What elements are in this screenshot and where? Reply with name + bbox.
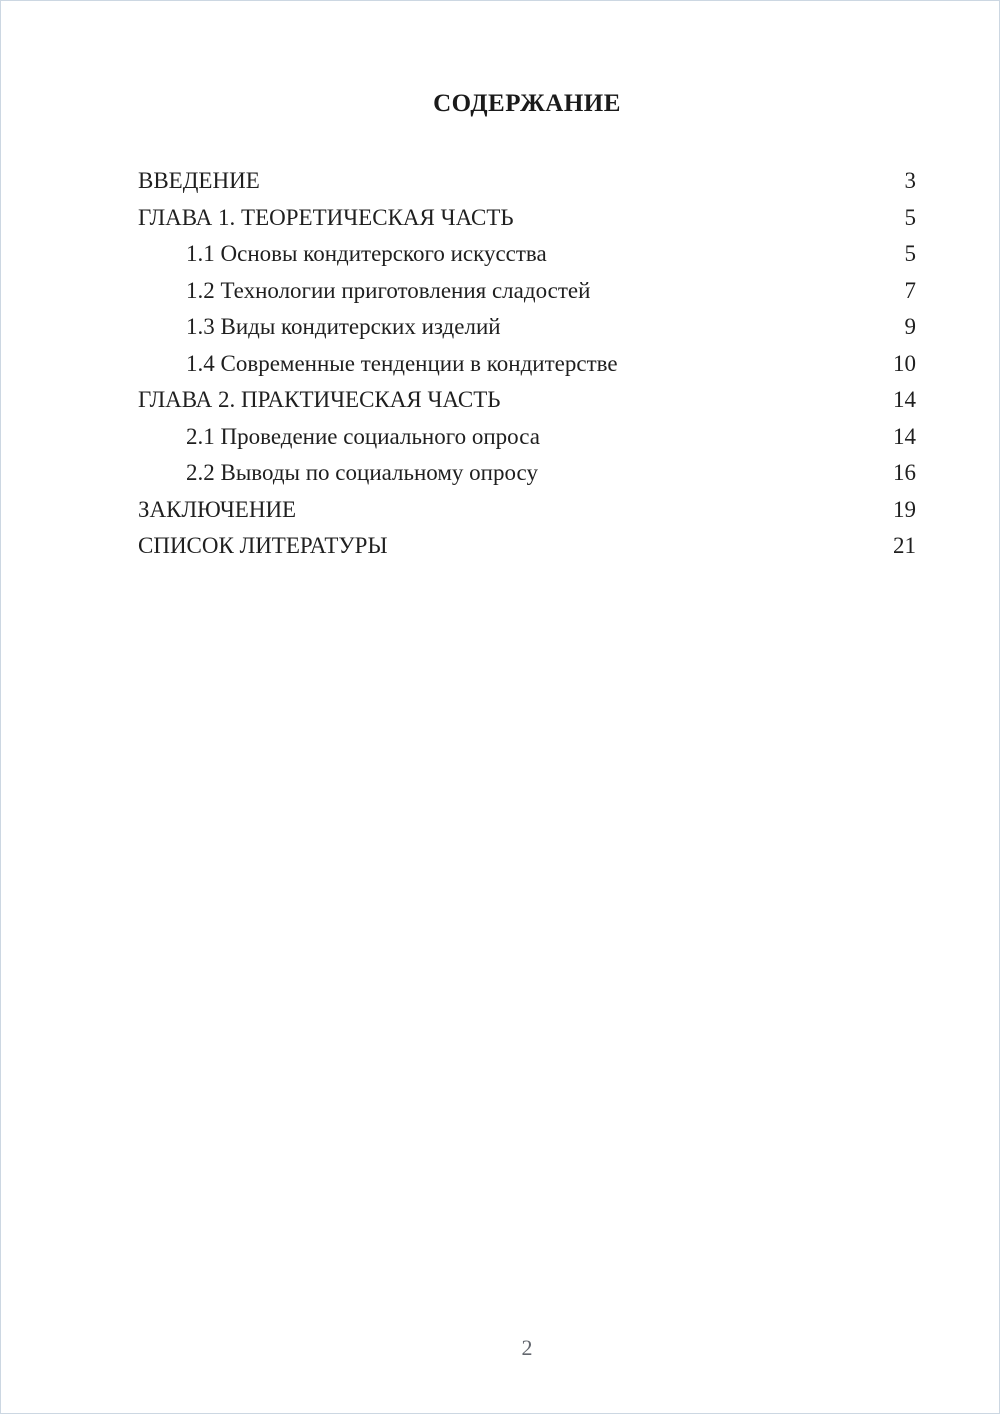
toc-entry-label: СПИСОК ЛИТЕРАТУРЫ xyxy=(138,533,388,558)
toc-entry xyxy=(138,382,916,419)
toc-entry xyxy=(138,163,916,200)
footer-page-number: 2 xyxy=(521,1335,533,1360)
toc-entry-page-number: 5 xyxy=(904,204,916,230)
toc-entry-page-number: 21 xyxy=(893,533,916,558)
toc-entry-page-number: 3 xyxy=(904,168,916,193)
toc-entry-page-number: 5 xyxy=(904,241,916,266)
toc-entry-page-number: 14 xyxy=(893,387,916,412)
toc-entry xyxy=(138,492,916,529)
toc-entry-page-number: 19 xyxy=(893,496,916,522)
toc-entry-page-number: 10 xyxy=(893,350,916,376)
toc-entry-page-number: 14 xyxy=(893,423,916,449)
toc-entry xyxy=(138,455,916,492)
toc-entry xyxy=(138,346,916,383)
toc-entry-label: 1.3 Виды кондитерских изделий xyxy=(186,314,501,339)
page-title: СОДЕРЖАНИЕ xyxy=(433,90,621,117)
toc-entry-label: ГЛАВА 2. ПРАКТИЧЕСКАЯ ЧАСТЬ xyxy=(138,387,501,412)
page-content xyxy=(1,89,999,565)
toc-entry xyxy=(138,273,916,310)
toc-entry-page-number: 16 xyxy=(893,460,916,485)
toc-entry-label: 2.2 Выводы по социальному опросу xyxy=(186,460,538,485)
toc-entry-label: 1.2 Технологии приготовления сладостей xyxy=(186,277,591,303)
toc-entry-label: ЗАКЛЮЧЕНИЕ xyxy=(138,496,297,522)
toc-entry xyxy=(138,236,916,273)
table-of-contents xyxy=(138,163,916,565)
toc-entry xyxy=(138,528,916,565)
toc-entry xyxy=(138,200,916,237)
toc-entry xyxy=(138,309,916,346)
toc-entry xyxy=(138,419,916,456)
toc-entry-label: 1.4 Современные тенденции в кондитерстве xyxy=(186,350,618,376)
toc-entry-page-number: 9 xyxy=(904,314,916,339)
toc-entry-page-number: 7 xyxy=(904,277,916,303)
toc-entry-label: 2.1 Проведение социального опроса xyxy=(186,423,540,449)
toc-entry-label: ВВЕДЕНИЕ xyxy=(138,168,260,193)
toc-entry-label: ГЛАВА 1. ТЕОРЕТИЧЕСКАЯ ЧАСТЬ xyxy=(138,204,514,230)
toc-entry-label: 1.1 Основы кондитерского искусства xyxy=(186,241,547,266)
